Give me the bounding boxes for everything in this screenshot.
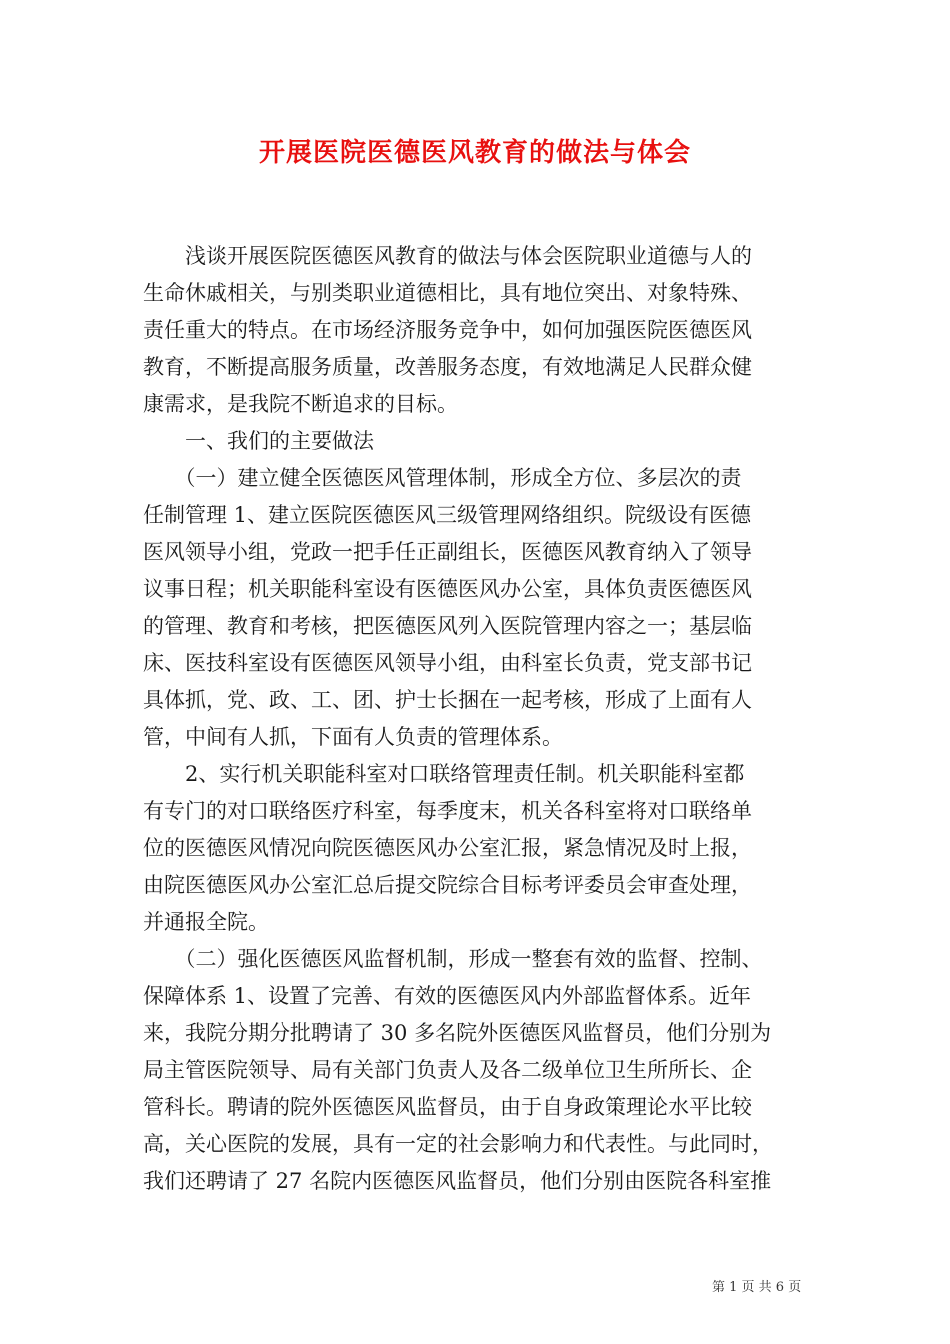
body-line: 保障体系 1、设置了完善、有效的医德医风内外部监督体系。近年 — [143, 984, 752, 1008]
body-line: 并通报全院。 — [143, 910, 269, 934]
body-line: 2、实行机关职能科室对口联络管理责任制。机关职能科室都 — [143, 762, 745, 786]
body-line: 管科长。聘请的院外医德医风监督员，由于自身政策理论水平比较 — [143, 1095, 752, 1119]
body-line: 高，关心医院的发展，具有一定的社会影响力和代表性。与此同时， — [143, 1132, 773, 1156]
body-line: 教育，不断提高服务质量，改善服务态度，有效地满足人民群众健 — [143, 355, 752, 379]
section-heading: 一、我们的主要做法 — [143, 429, 374, 453]
body-line: 任制管理 1、建立医院医德医风三级管理网络组织。院级设有医德 — [143, 503, 752, 527]
document-body — [143, 238, 808, 1200]
body-line: 的管理、教育和考核，把医德医风列入医院管理内容之一；基层临 — [143, 614, 752, 638]
document-title: 开展医院医德医风教育的做法与体会 — [258, 138, 691, 168]
body-line: 位的医德医风情况向院医德医风办公室汇报，紧急情况及时上报， — [143, 836, 752, 860]
body-line: 责任重大的特点。在市场经济服务竞争中，如何加强医院医德医风 — [143, 318, 752, 342]
body-line: 来，我院分期分批聘请了 30 多名院外医德医风监督员，他们分别为 — [143, 1021, 772, 1045]
body-line: 生命休戚相关，与别类职业道德相比，具有地位突出、对象特殊、 — [143, 281, 752, 305]
body-line: 康需求，是我院不断追求的目标。 — [143, 392, 458, 416]
body-line: 床、医技科室设有医德医风领导小组，由科室长负责，党支部书记 — [143, 651, 752, 675]
body-line: 浅谈开展医院医德医风教育的做法与体会医院职业道德与人的 — [143, 244, 752, 268]
page-number-footer: 第 1 页 共 6 页 — [712, 1280, 802, 1295]
body-line: 具体抓，党、政、工、团、护士长捆在一起考核，形成了上面有人 — [143, 688, 752, 712]
body-line: 议事日程；机关职能科室设有医德医风办公室，具体负责医德医风 — [143, 577, 752, 601]
body-line: 有专门的对口联络医疗科室，每季度末，机关各科室将对口联络单 — [143, 799, 752, 823]
body-line: 局主管医院领导、局有关部门负责人及各二级单位卫生所所长、企 — [143, 1058, 752, 1082]
body-line: 管，中间有人抓，下面有人负责的管理体系。 — [143, 725, 563, 749]
body-line: （一）建立健全医德医风管理体制，形成全方位、多层次的责 — [143, 466, 742, 490]
body-line: （二）强化医德医风监督机制，形成一整套有效的监督、控制、 — [143, 947, 763, 971]
body-line: 医风领导小组，党政一把手任正副组长，医德医风教育纳入了领导 — [143, 540, 752, 564]
body-line: 我们还聘请了 27 名院内医德医风监督员，他们分别由医院各科室推 — [143, 1169, 772, 1193]
body-line: 由院医德医风办公室汇总后提交院综合目标考评委员会审查处理， — [143, 873, 752, 897]
